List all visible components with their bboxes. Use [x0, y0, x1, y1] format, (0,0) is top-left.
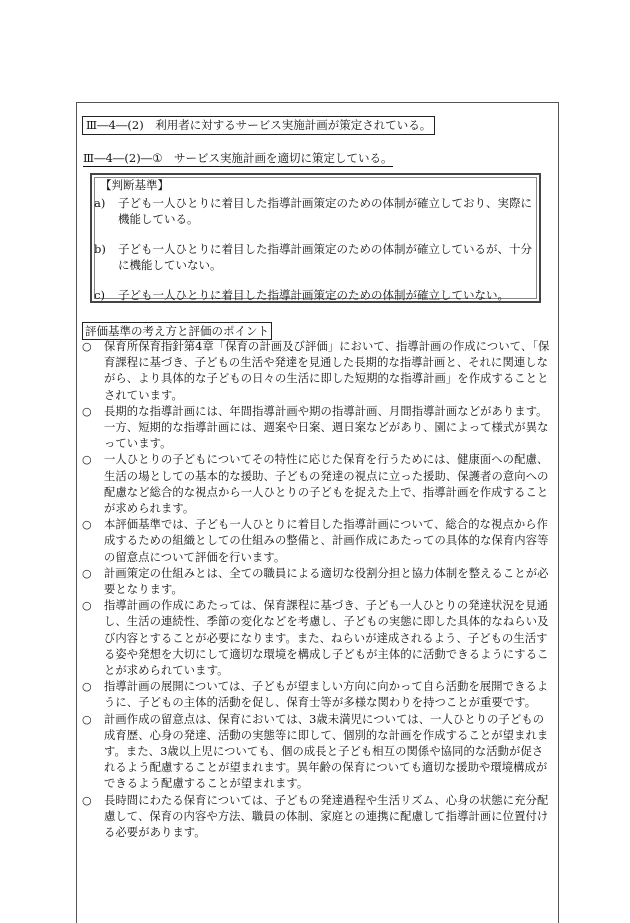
criteria-text: 子ども一人ひとりに着目した指導計画策定のための体制が確立していない。 — [118, 288, 509, 302]
point-text: 長時間にわたる保育については、子どもの発達過程や生活リズム、心身の状態に充分配慮して、保育の内容や方法、職員の体制、家庭との連携に配慮して指導計画に位置付ける必要があります。 — [104, 793, 549, 840]
points-title: 評価基準の考え方と評価のポイント — [82, 322, 272, 340]
list-item — [82, 339, 554, 404]
point-text: 本評価基準では、子ども一人ひとりに着目した指導計画について、総合的な視点から作成するための組織としての仕組みの整備と、計画作成にあたっての具体的な保育内容等の留意点について評価を行います。 — [104, 518, 549, 564]
circle-bullet-icon: ○ — [82, 340, 92, 353]
list-item — [82, 679, 554, 711]
criteria-mark: a) — [94, 196, 106, 210]
circle-bullet-icon: ○ — [82, 793, 92, 807]
point-text: 長期的な指導計画には、年間指導計画や期の指導計画、月間指導計画などがあります。一方、短期的な指導計画には、週案や日案、週日案などがあり、園によって様式が異なっています。 — [104, 404, 549, 451]
circle-bullet-icon: ○ — [82, 518, 92, 532]
point-text: 計画策定の仕組みとは、全ての職員による適切な役割分担と協力体制を整えることが必要となります。 — [104, 566, 549, 597]
criteria-item-c — [94, 287, 534, 303]
point-text: 保育所保育指針第4章「保育の計画及び評価」において、指導計画の作成について、「保育課程に基づき、子どもの生活や発達を見通した長期的な指導計画と、それに関連しながら、より具体的な子どもの日々の生活に即した短期的な指導計画」を作成することとされています。 — [104, 340, 550, 402]
subsection-title: Ⅲ―4―(2)―① サービス実施計画を適切に策定している。 — [83, 151, 393, 165]
criteria-item-b — [94, 241, 534, 273]
list-item — [82, 793, 554, 842]
criteria-text: 子ども一人ひとりに着目した指導計画策定のための体制が確立しているが、十分に機能していない。 — [118, 242, 532, 272]
point-text: 指導計画の展開については、子どもが望ましい方向に向かって自ら活動を展開できるように、子どもの主体的活動を促し、保育士等が多様な関わりを持つことが重要です。 — [104, 680, 549, 710]
list-item — [82, 712, 554, 793]
criteria-item-a — [94, 195, 534, 227]
criteria-box — [90, 173, 541, 303]
list-item — [82, 598, 554, 679]
section-title: Ⅲ―4―(2) 利用者に対するサービス実施計画が策定されている。 — [82, 116, 435, 135]
circle-bullet-icon: ○ — [82, 404, 92, 418]
list-item — [82, 452, 554, 517]
list-item — [82, 517, 554, 566]
circle-bullet-icon: ○ — [82, 566, 92, 580]
circle-bullet-icon: ○ — [82, 599, 92, 613]
point-text: 計画作成の留意点は、保育においては、3歳未満児については、一人ひとりの子どもの成育歴、心身の発達、活動の実態等に即して、個別的な計画を作成することが望まれます。また、3歳以上児についても、個の成長と子ども相互の関係や協同的な活動が促されるよう配慮することが望まれます。異年齢の保育についても適切な援助や環境構成ができるよう配慮することが望まれます。 — [104, 712, 549, 791]
list-item — [82, 404, 554, 453]
criteria-text: 子ども一人ひとりに着目した指導計画策定のための体制が確立しており、実際に機能している。 — [118, 196, 532, 226]
circle-bullet-icon: ○ — [82, 453, 92, 467]
criteria-mark: b) — [94, 242, 106, 256]
criteria-heading: 【判断基準】 — [100, 178, 169, 192]
circle-bullet-icon: ○ — [82, 680, 92, 694]
point-text: 指導計画の作成にあたっては、保育課程に基づき、子ども一人ひとりの発達状況を見通し、生活の連続性、季節の変化などを考慮し、子どもの実態に即した具体的なねらい及び内容とすることが必要になります。また、ねらいが達成されるよう、子どもの生活する姿や発想を大切にして適切な環境を構成し子どもが主体的に活動できるようにすることが求められています。 — [104, 599, 549, 678]
criteria-mark: c) — [94, 288, 105, 302]
list-item — [82, 566, 554, 598]
point-text: 一人ひとりの子どもについてその特性に応じた保育を行うためには、健康面への配慮、生活の場としての基本的な援助、子どもの発達の視点に立った援助、保護者の意向への配慮など総合的な視点から一人ひとりの子どもを捉えた上で、指導計画を作成することが求められます。 — [104, 453, 549, 516]
circle-bullet-icon: ○ — [82, 712, 92, 726]
points-list — [82, 339, 554, 841]
